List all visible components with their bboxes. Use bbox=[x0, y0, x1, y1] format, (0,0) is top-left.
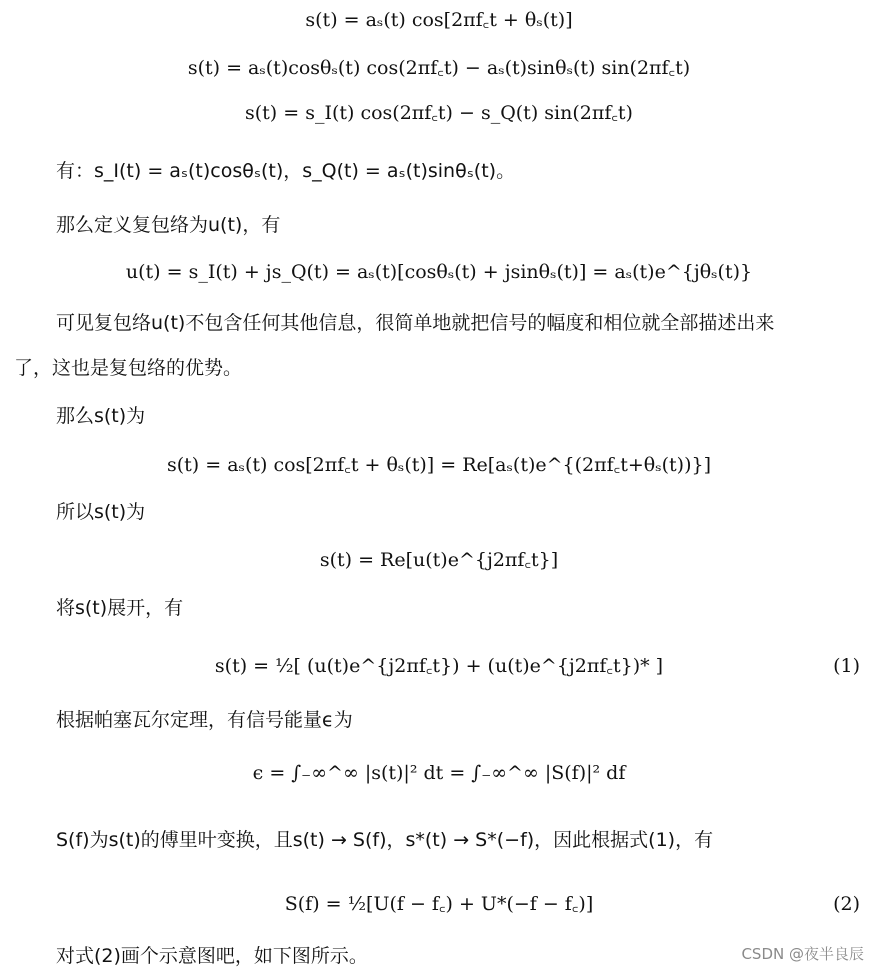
line-text-therefore: 所以s(t)为 bbox=[56, 501, 146, 523]
line-eq-s-re: s(t) = aₛ(t) cos[2πf꜀t + θₛ(t)] = Re[aₛ(t)e^{(2πf꜀t+θₛ(t))}] bbox=[167, 454, 711, 476]
eq-number-2: (2) bbox=[833, 893, 860, 915]
line-text-expand: 将s(t)展开，有 bbox=[56, 597, 184, 619]
line-eq-s-am: s(t) = aₛ(t) cos[2πf꜀t + θₛ(t)] bbox=[305, 9, 573, 31]
line-eq-u: u(t) = s_I(t) + js_Q(t) = aₛ(t)[cosθₛ(t) + jsinθₛ(t)] = aₛ(t)e^{jθₛ(t)} bbox=[125, 261, 753, 283]
line-text-see-2: 了，这也是复包络的优势。 bbox=[14, 357, 243, 379]
line-eq-1: s(t) = ½[ (u(t)e^{j2πf꜀t}) + (u(t)e^{j2πf꜀t})* ] bbox=[214, 655, 664, 677]
line-eq-s-iq: s(t) = s_I(t) cos(2πf꜀t) − s_Q(t) sin(2πf꜀t) bbox=[245, 102, 633, 124]
line-text-define: 那么定义复包络为u(t)，有 bbox=[56, 214, 281, 236]
line-eq-2: S(f) = ½[U(f − f꜀) + U*(−f − f꜀)] bbox=[284, 893, 594, 915]
line-text-see-1: 可见复包络u(t)不包含任何其他信息，很简单地就把信号的幅度和相位就全部描述出来 bbox=[56, 312, 775, 334]
line-text-parseval: 根据帕塞瓦尔定理，有信号能量ϵ为 bbox=[56, 709, 353, 731]
line-text-fourier: S(f)为s(t)的傅里叶变换，且s(t) → S(f)，s*(t) → S*(−f)，因此根据式(1)，有 bbox=[56, 829, 714, 851]
line-text-have: 有：s_I(t) = aₛ(t)cosθₛ(t)，s_Q(t) = aₛ(t)sinθₛ(t)。 bbox=[56, 160, 516, 182]
line-text-so-s: 那么s(t)为 bbox=[56, 405, 146, 427]
eq-number-1: (1) bbox=[833, 655, 860, 677]
line-eq-s-re-u: s(t) = Re[u(t)e^{j2πf꜀t}] bbox=[319, 549, 559, 571]
line-text-draw: 对式(2)画个示意图吧，如下图所示。 bbox=[56, 945, 368, 967]
line-eq-s-expand: s(t) = aₛ(t)cosθₛ(t) cos(2πf꜀t) − aₛ(t)sinθₛ(t) sin(2πf꜀t) bbox=[187, 57, 691, 79]
watermark: CSDN @夜半良辰 bbox=[741, 945, 864, 963]
line-eq-energy: ϵ = ∫₋∞^∞ |s(t)|² dt = ∫₋∞^∞ |S(f)|² df bbox=[252, 762, 626, 784]
